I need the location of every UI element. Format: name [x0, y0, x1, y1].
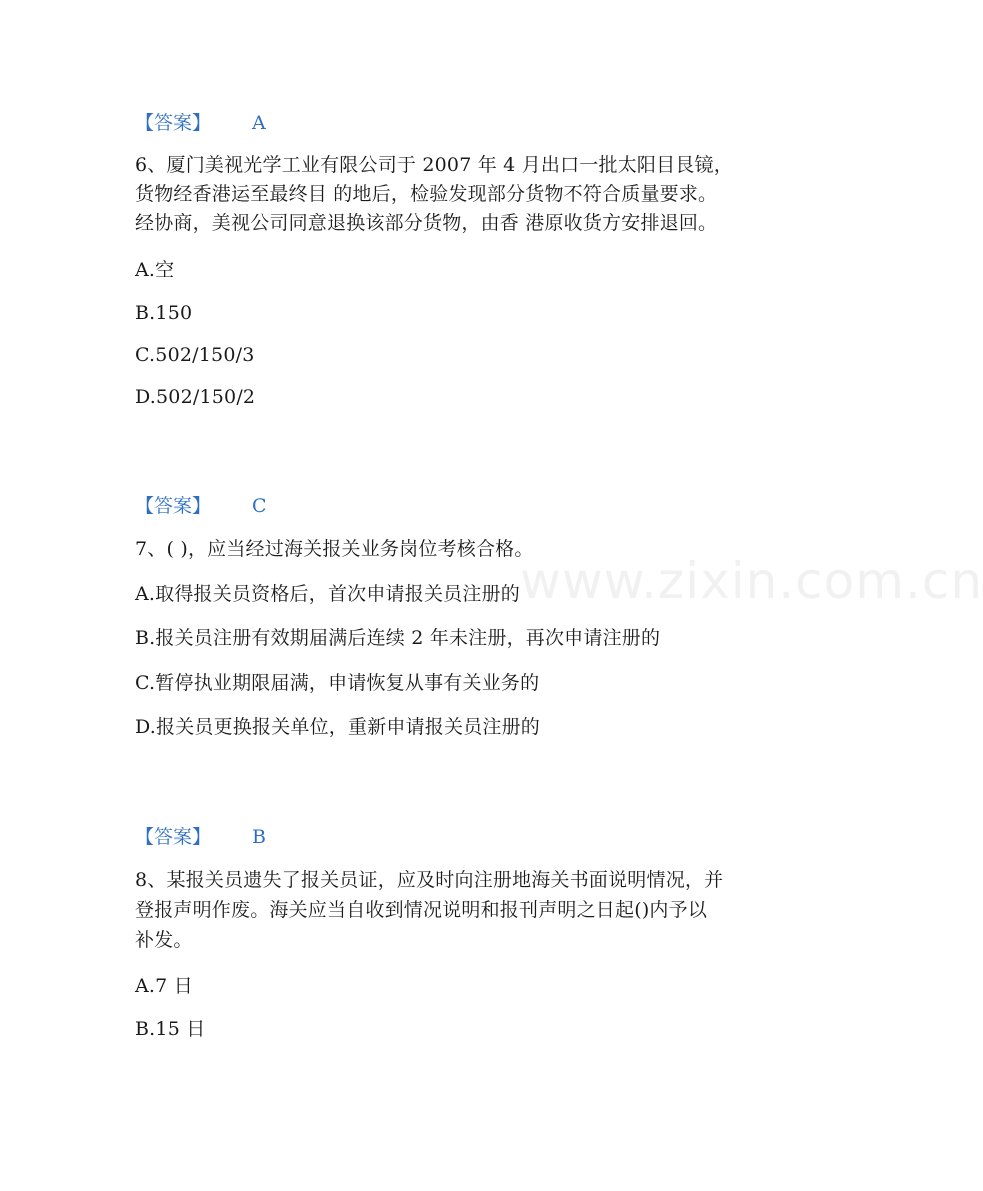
- answer-value: B: [252, 826, 266, 848]
- answer-label: 【答案】: [135, 112, 212, 134]
- option-d: D.502/150/2: [135, 386, 256, 408]
- option-b: B.15 日: [135, 1018, 206, 1040]
- question-8-line-1: 8、某报关员遗失了报关员证，应及时向注册地海关书面说明情况，并: [135, 869, 724, 891]
- answer-value: C: [252, 495, 267, 517]
- answer-line: [135, 826, 266, 848]
- question-6-line-3: 经协商，美视公司同意退换该部分货物，由香 港原收货方安排退回。: [135, 212, 718, 234]
- option-a: A.7 日: [135, 975, 193, 997]
- option-c: C.502/150/3: [135, 344, 255, 366]
- question-8-line-2: 登报声明作废。海关应当自收到情况说明和报刊声明之日起()内予以: [135, 899, 708, 921]
- option-a: A.取得报关员资格后，首次申请报关员注册的: [135, 583, 520, 605]
- option-c: C.暂停执业期限届满，申请恢复从事有关业务的: [135, 672, 540, 694]
- question-6-line-2: 货物经香港运至最终目 的地后，检验发现部分货物不符合质量要求。: [135, 183, 718, 205]
- question-8-line-3: 补发。: [135, 929, 193, 951]
- answer-value: A: [252, 112, 266, 134]
- option-b: B.报关员注册有效期届满后连续 2 年未注册，再次申请注册的: [135, 627, 661, 649]
- answer-label: 【答案】: [135, 495, 212, 517]
- answer-label: 【答案】: [135, 826, 212, 848]
- option-d: D.报关员更换报关单位，重新申请报关员注册的: [135, 716, 540, 738]
- question-7-line-1: 7、( )，应当经过海关报关业务岗位考核合格。: [135, 538, 534, 560]
- answer-line: [135, 112, 266, 134]
- question-6-line-1: 6、厦门美视光学工业有限公司于 2007 年 4 月出口一批太阳目艮镜，: [135, 154, 733, 176]
- watermark: www.zixin.com.cn: [520, 552, 983, 610]
- option-b: B.150: [135, 302, 193, 324]
- answer-line: [135, 495, 267, 517]
- option-a: A.空: [135, 259, 175, 281]
